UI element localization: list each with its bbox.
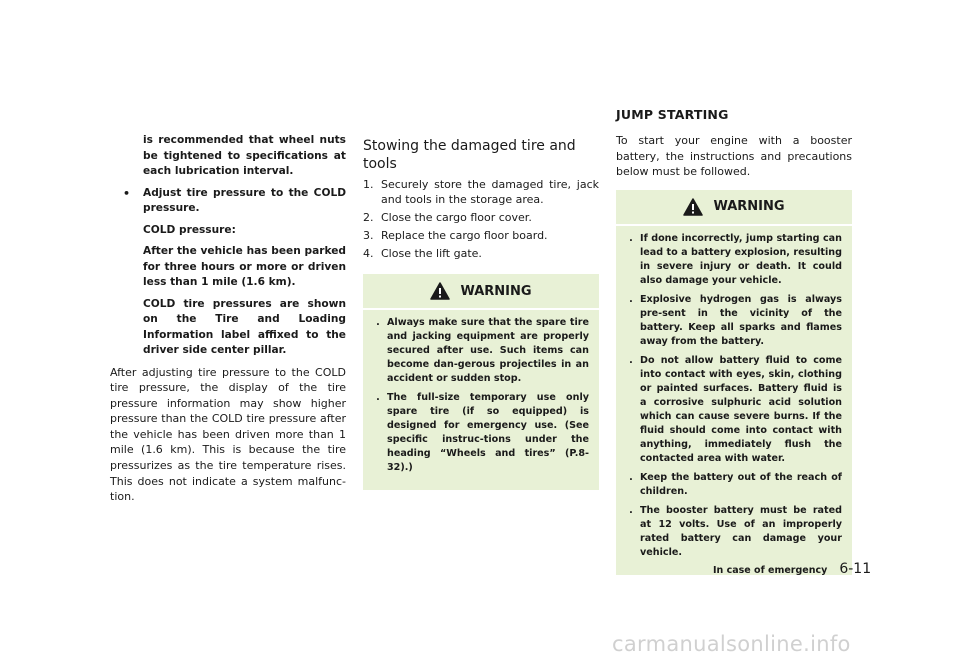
warning-triangle-icon — [430, 282, 450, 300]
warning-box — [616, 190, 852, 575]
warning-text: Always make sure that the spare tire and jacking equipment are properly secured after use. Such items can become dan-gerous projectiles in an accident or sudden stop. — [387, 317, 589, 384]
bullet-item — [110, 186, 346, 217]
warning-item: . Always make sure that the spare tire and jacking equipment are properly secured after use. Such items can become dan-gerous projectiles in an accident or sudden stop. — [376, 317, 589, 384]
step-number: 3. — [363, 229, 374, 242]
warning-text: Do not allow battery fluid to come into contact with eyes, skin, clothing or painted surfaces. Battery fluid is a corrosive sulphuric acid solution which can cause severe burns. If the fluid should come into contact with anything, immediately flush the contacted area with water. — [640, 354, 842, 464]
step-text: Close the cargo floor cover. — [381, 211, 532, 224]
step-number: 4. — [363, 247, 374, 260]
step-text: Securely store the damaged tire, jack and tools in the storage area. — [381, 178, 599, 206]
left-column — [110, 133, 346, 505]
stowing-steps — [363, 177, 599, 261]
step-item — [363, 177, 599, 207]
step-number: 1. — [363, 178, 374, 191]
step-item — [363, 246, 599, 261]
right-column — [616, 133, 852, 575]
jump-starting-title: JUMP STARTING — [616, 107, 729, 122]
tire-pressure-paragraph: After adjusting tire pressure to the COLD tire pressure, the display of the tire pressure information may show higher pressure than the COLD tire pressure after the vehicle has been driven more than 1 mile (1.6 km). This is because the tire pressurizes as the tire temperature rises. This does not indicate a system malfunc-tion. — [110, 365, 346, 504]
warning-header — [616, 190, 852, 226]
watermark: carmanualsonline.info — [612, 632, 851, 656]
warning-label: WARNING — [460, 283, 532, 299]
step-item — [363, 228, 599, 243]
middle-column — [363, 137, 599, 490]
page-footer — [713, 561, 871, 577]
cold-pressure-definition: After the vehicle has been parked for three hours or more or driven less than 1 mile (1.6 km). — [143, 245, 346, 288]
warning-triangle-icon — [683, 198, 703, 216]
warning-item: . If done incorrectly, jump starting can lead to a battery explosion, resulting in severe injury or death. It could also damage your vehicle. — [629, 232, 842, 286]
warning-text: If done incorrectly, jump starting can lead to a battery explosion, resulting in severe injury or death. It could also damage your vehicle. — [640, 232, 842, 286]
step-text: Close the lift gate. — [381, 247, 482, 260]
warning-box — [363, 274, 599, 490]
step-number: 2. — [363, 211, 374, 224]
cold-pressure-label-info: COLD tire pressures are shown on the Tire and Loading Information label affixed to the driver side center pillar. — [143, 297, 346, 356]
warning-text: Explosive hydrogen gas is always pre-sent in the vicinity of the battery. Keep all sparks and flames away from the battery. — [640, 293, 842, 347]
warning-item: . Keep the battery out of the reach of children. — [629, 471, 842, 497]
jump-starting-intro: To start your engine with a booster battery, the instructions and precautions below must be followed. — [616, 134, 852, 179]
warning-item: . Do not allow battery fluid to come into contact with eyes, skin, clothing or painted surfaces. Battery fluid is a corrosive sulphuric acid solution which can cause severe burns. If the fluid should come into contact with anything, immediately flush the contacted area with water. — [629, 354, 842, 464]
bullet-text: Adjust tire pressure to the COLD pressure. — [143, 186, 346, 214]
stowing-title: Stowing the damaged tire and tools — [363, 138, 576, 172]
warning-item: . Explosive hydrogen gas is always pre-sent in the vicinity of the battery. Keep all sparks and flames away from the battery. — [629, 293, 842, 347]
step-text: Replace the cargo floor board. — [381, 229, 548, 242]
warning-list — [363, 310, 599, 475]
warning-item: . The booster battery must be rated at 12 volts. Use of an improperly rated battery can damage your vehicle. — [629, 504, 842, 558]
footer-section-name: In case of emergency — [713, 565, 828, 576]
continued-text: is recommended that wheel nuts be tightened to specifications at each lubrication interval. — [143, 134, 346, 177]
warning-item: . The full-size temporary use only spare tire (if so equipped) is designed for emergency use. (See specific instruc-tions under the heading “Wheels and tires” (P.8-32).) — [376, 392, 589, 473]
warning-list — [616, 226, 852, 560]
warning-text: The full-size temporary use only spare tire (if so equipped) is designed for emergency use. (See specific instruc-tions under the heading “Wheels and tires” (P.8-32).) — [387, 392, 589, 473]
warning-label: WARNING — [713, 199, 785, 215]
warning-text: The booster battery must be rated at 12 volts. Use of an improperly rated battery can damage your vehicle. — [640, 504, 842, 558]
warning-header — [363, 274, 599, 310]
step-item — [363, 210, 599, 225]
bullet-glyph: • — [122, 186, 131, 200]
cold-pressure-label: COLD pressure: — [143, 223, 236, 236]
page-number: 6-11 — [839, 561, 872, 577]
warning-text: Keep the battery out of the reach of children. — [640, 471, 842, 497]
